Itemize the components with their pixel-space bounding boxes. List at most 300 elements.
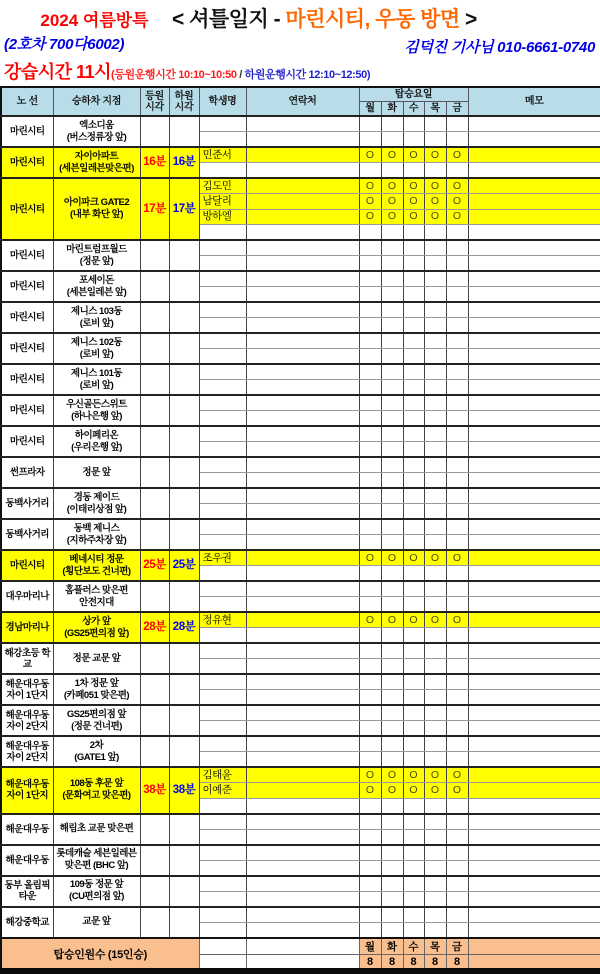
contact-cell [246,209,359,225]
memo-cell [468,767,600,783]
day-mark-cell [359,535,381,551]
day-mark-cell [403,690,424,706]
day-mark-cell: O [381,550,403,566]
dropoff-time-cell [169,519,199,550]
day-mark-cell: O [359,550,381,566]
memo-cell [468,891,600,907]
memo-cell [468,752,600,768]
student-name-cell [199,581,246,597]
dropoff-time-cell: 28분 [169,612,199,643]
memo-cell [468,147,600,163]
memo-cell [468,612,600,628]
table-header [1,87,600,116]
stop-sub-row [1,612,600,628]
stop-sub-row [1,550,600,566]
stop-cell: 동백 제니스 (지하주차장 앞) [53,519,140,550]
day-mark-cell [446,566,468,582]
student-name-cell [199,891,246,907]
day-mark-cell: O [403,209,424,225]
day-mark-cell [424,736,446,752]
day-mark-cell [424,628,446,644]
stop-cell: 경동 제이드 (이태리상점 앞) [53,488,140,519]
day-mark-cell [446,814,468,830]
memo-cell [468,178,600,194]
memo-cell [468,736,600,752]
day-mark-cell [403,132,424,148]
student-name-cell [199,752,246,768]
footer-contact-cell [246,938,359,955]
day-mark-cell [424,256,446,272]
day-mark-cell [403,240,424,256]
day-mark-cell [359,876,381,892]
student-name-cell [199,643,246,659]
footer-day-label-4: 목 [424,938,446,955]
day-mark-cell [381,891,403,907]
day-mark-cell [359,643,381,659]
student-name-cell [199,519,246,535]
day-mark-cell [359,302,381,318]
day-mark-cell [359,705,381,721]
day-mark-cell [381,845,403,861]
student-name-cell: 이예준 [199,783,246,799]
stop-cell: 2차 (GATE1 앞) [53,736,140,767]
day-mark-cell [403,643,424,659]
day-mark-cell: O [446,612,468,628]
stop-sub-row [1,643,600,659]
stop-cell: 1차 정문 앞 (카페051 맞은편) [53,674,140,705]
stop-sub-row [1,426,600,442]
memo-cell [468,209,600,225]
student-name-cell: 정유현 [199,612,246,628]
contact-cell [246,240,359,256]
contact-cell [246,845,359,861]
student-name-cell [199,705,246,721]
day-mark-cell [424,457,446,473]
day-mark-cell [359,240,381,256]
contact-cell [246,767,359,783]
day-mark-cell: O [424,612,446,628]
stop-cell: 베네시티 정문 (횡단보도 건너편) [53,550,140,581]
contact-cell [246,876,359,892]
student-name-cell [199,798,246,814]
stop-cell: 정문 교문 앞 [53,643,140,674]
pickup-time-cell [140,814,169,845]
student-name-cell [199,380,246,396]
contact-cell [246,380,359,396]
footer-day-count-2: 8 [381,954,403,970]
day-mark-cell: O [381,147,403,163]
day-mark-cell [446,535,468,551]
col-header-day-2: 화 [381,102,403,117]
day-mark-cell [403,829,424,845]
student-name-cell [199,907,246,923]
student-name-cell [199,256,246,272]
student-name-cell [199,628,246,644]
day-mark-cell [424,225,446,241]
contact-cell [246,535,359,551]
day-mark-cell [359,798,381,814]
col-header-boarding-days: 탑승요일 [359,87,468,102]
stop-cell: 마린트럼프월드 (정문 앞) [53,240,140,271]
contact-cell [246,132,359,148]
student-name-cell [199,690,246,706]
day-mark-cell [424,411,446,427]
day-mark-cell [446,922,468,938]
day-mark-cell [359,473,381,489]
contact-cell [246,194,359,210]
day-mark-cell [424,705,446,721]
day-mark-cell: O [424,767,446,783]
day-mark-cell [446,798,468,814]
day-mark-cell [424,488,446,504]
contact-cell [246,349,359,365]
stop-sub-row [1,333,600,349]
day-mark-cell [381,674,403,690]
day-mark-cell [403,876,424,892]
contact-cell [246,318,359,334]
day-mark-cell [446,721,468,737]
day-mark-cell: O [446,209,468,225]
day-mark-cell: O [446,550,468,566]
day-mark-cell [424,907,446,923]
memo-cell [468,705,600,721]
student-name-cell [199,922,246,938]
stop-cell: 포세이돈 (세븐일레븐 앞) [53,271,140,302]
title-prefix: < 셔틀일지 - [172,8,286,31]
footer-day-count-1: 8 [359,954,381,970]
memo-cell [468,519,600,535]
dropoff-time-cell [169,643,199,674]
student-name-cell: 김도민 [199,178,246,194]
dropoff-time-cell [169,876,199,907]
contact-cell [246,457,359,473]
day-mark-cell [359,736,381,752]
day-mark-cell [359,380,381,396]
day-mark-cell [446,829,468,845]
day-mark-cell [403,659,424,675]
memo-cell [468,628,600,644]
stop-cell: 해림초 교문 맞은편 [53,814,140,845]
day-mark-cell [403,380,424,396]
footer-student-cell [199,938,246,955]
day-mark-cell [381,256,403,272]
dropoff-time-cell [169,705,199,736]
memo-cell [468,318,600,334]
student-name-cell: 방하엘 [199,209,246,225]
day-mark-cell [381,504,403,520]
day-mark-cell [424,845,446,861]
dropoff-time-cell [169,240,199,271]
day-mark-cell [424,132,446,148]
dropoff-time-cell [169,364,199,395]
contact-cell [246,783,359,799]
stop-sub-row [1,178,600,194]
day-mark-cell [446,628,468,644]
dropoff-time-cell: 17분 [169,178,199,240]
memo-cell [468,132,600,148]
pickup-time-cell [140,364,169,395]
day-mark-cell [446,690,468,706]
memo-cell [468,287,600,303]
day-mark-cell [424,597,446,613]
memo-cell [468,225,600,241]
day-mark-cell [424,519,446,535]
memo-cell [468,907,600,923]
day-mark-cell [424,860,446,876]
day-mark-cell [403,256,424,272]
day-mark-cell [359,581,381,597]
stop-cell: 제니스 101동 (로비 앞) [53,364,140,395]
pickup-time-cell [140,705,169,736]
day-mark-cell [359,845,381,861]
day-mark-cell [381,628,403,644]
route-cell: 마린시티 [1,333,53,364]
footer-day-label-5: 금 [446,938,468,955]
route-cell: 썬프라자 [1,457,53,488]
stop-sub-row [1,581,600,597]
col-header-dropoff-time: 하원 시각 [169,87,199,116]
day-mark-cell [381,581,403,597]
day-mark-cell [403,581,424,597]
pickup-time-cell [140,907,169,938]
day-mark-cell [359,752,381,768]
day-mark-cell [359,333,381,349]
day-mark-cell [424,659,446,675]
student-name-cell [199,457,246,473]
contact-cell [246,256,359,272]
day-mark-cell [446,380,468,396]
pickup-time-cell [140,240,169,271]
contact-cell [246,721,359,737]
student-name-cell [199,674,246,690]
stop-sub-row [1,302,600,318]
student-name-cell [199,225,246,241]
day-mark-cell [359,256,381,272]
day-mark-cell [403,907,424,923]
dropoff-time-cell [169,907,199,938]
route-cell: 대우마리나 [1,581,53,612]
day-mark-cell [359,442,381,458]
route-cell: 마린시티 [1,116,53,147]
day-mark-cell [424,721,446,737]
contact-cell [246,225,359,241]
stop-sub-row [1,519,600,535]
day-mark-cell [446,860,468,876]
day-mark-cell [403,860,424,876]
day-mark-cell [424,643,446,659]
contact-cell [246,395,359,411]
col-header-day-4: 목 [424,102,446,117]
day-mark-cell [446,488,468,504]
day-mark-cell [403,163,424,179]
student-name-cell [199,426,246,442]
day-mark-cell [403,488,424,504]
day-mark-cell [424,426,446,442]
student-name-cell [199,659,246,675]
contact-cell [246,814,359,830]
day-mark-cell [446,318,468,334]
day-mark-cell: O [381,612,403,628]
day-mark-cell [446,581,468,597]
student-name-cell [199,364,246,380]
day-mark-cell [359,287,381,303]
dropoff-time-cell [169,814,199,845]
day-mark-cell [446,845,468,861]
footer-memo-cell [468,938,600,955]
memo-cell [468,504,600,520]
day-mark-cell [424,566,446,582]
day-mark-cell: O [359,178,381,194]
footer-day-label-1: 월 [359,938,381,955]
day-mark-cell [381,519,403,535]
day-mark-cell [359,349,381,365]
day-mark-cell [403,442,424,458]
day-mark-cell [424,442,446,458]
day-mark-cell [381,488,403,504]
dropoff-time-cell [169,271,199,302]
day-mark-cell: O [359,612,381,628]
day-mark-cell [446,736,468,752]
day-mark-cell [381,659,403,675]
day-mark-cell [403,426,424,442]
day-mark-cell [359,519,381,535]
stop-sub-row [1,736,600,752]
stop-cell: 제니스 103동 (로비 앞) [53,302,140,333]
contact-cell [246,891,359,907]
pickup-window-label: (등원운행시간 10:10~10:50 [110,69,237,81]
contact-cell [246,705,359,721]
day-mark-cell [446,674,468,690]
dropoff-time-cell [169,116,199,147]
window-separator: / [236,69,245,81]
route-cell: 해운대우동 자이 1단지 [1,767,53,814]
pickup-time-cell: 17분 [140,178,169,240]
day-mark-cell [446,163,468,179]
day-mark-cell [446,705,468,721]
dropoff-time-cell: 38분 [169,767,199,814]
day-mark-cell [424,302,446,318]
student-name-cell [199,721,246,737]
student-name-cell: 남달리 [199,194,246,210]
contact-cell [246,519,359,535]
day-mark-cell [403,752,424,768]
day-mark-cell [381,798,403,814]
day-mark-cell [381,597,403,613]
memo-cell [468,581,600,597]
contact-cell [246,426,359,442]
dropoff-window-label: 하원운행시간 12:10~12:50) [244,69,371,81]
student-name-cell [199,333,246,349]
stop-sub-row [1,705,600,721]
student-name-cell [199,132,246,148]
student-name-cell: 조우권 [199,550,246,566]
contact-cell [246,674,359,690]
day-mark-cell [381,364,403,380]
day-mark-cell [446,659,468,675]
route-cell: 해운대우동 자이 1단지 [1,674,53,705]
memo-cell [468,566,600,582]
day-mark-cell [403,473,424,489]
day-mark-cell [424,535,446,551]
page-title [172,3,477,33]
memo-cell [468,395,600,411]
day-mark-cell [446,752,468,768]
col-header-pickup-time: 등원 시각 [140,87,169,116]
route-cell: 해운대우동 자이 2단지 [1,705,53,736]
day-mark-cell [381,829,403,845]
day-mark-cell [424,752,446,768]
day-mark-cell [381,473,403,489]
memo-cell [468,783,600,799]
student-name-cell [199,860,246,876]
contact-cell [246,333,359,349]
day-mark-cell [403,519,424,535]
day-mark-cell [381,566,403,582]
memo-cell [468,550,600,566]
day-mark-cell [359,628,381,644]
memo-cell [468,271,600,287]
day-mark-cell [403,318,424,334]
day-mark-cell [381,752,403,768]
day-mark-cell [424,116,446,132]
stop-sub-row [1,147,600,163]
day-mark-cell [446,891,468,907]
day-mark-cell [381,643,403,659]
day-mark-cell: O [446,194,468,210]
day-mark-cell: O [381,194,403,210]
day-mark-cell [359,426,381,442]
route-cell: 마린시티 [1,271,53,302]
route-cell: 마린시티 [1,426,53,457]
pickup-time-cell [140,845,169,876]
day-mark-cell [359,566,381,582]
contact-cell [246,411,359,427]
day-mark-cell [403,411,424,427]
memo-cell [468,256,600,272]
footer-day-label-3: 수 [403,938,424,955]
pickup-time-cell [140,116,169,147]
student-name-cell [199,845,246,861]
footer-day-count-3: 8 [403,954,424,970]
student-name-cell: 김태윤 [199,767,246,783]
route-cell: 마린시티 [1,364,53,395]
day-mark-cell [403,457,424,473]
student-name-cell [199,597,246,613]
memo-cell [468,721,600,737]
day-mark-cell [403,674,424,690]
day-mark-cell [403,364,424,380]
stop-cell: 엑소디움 (버스정류장 앞) [53,116,140,147]
passenger-count-label: 탑승인원수 (15인승) [1,938,199,971]
dropoff-time-cell [169,333,199,364]
pickup-time-cell [140,333,169,364]
day-mark-cell [403,225,424,241]
day-mark-cell [446,426,468,442]
memo-cell [468,240,600,256]
title-suffix: > [459,8,477,31]
table-footer [1,938,600,971]
dropoff-time-cell [169,302,199,333]
day-mark-cell [381,736,403,752]
day-mark-cell: O [403,767,424,783]
memo-cell [468,488,600,504]
memo-cell [468,659,600,675]
stop-sub-row [1,907,600,923]
pickup-time-cell [140,581,169,612]
col-header-stop: 승하차 지점 [53,87,140,116]
memo-cell [468,380,600,396]
day-mark-cell [424,318,446,334]
